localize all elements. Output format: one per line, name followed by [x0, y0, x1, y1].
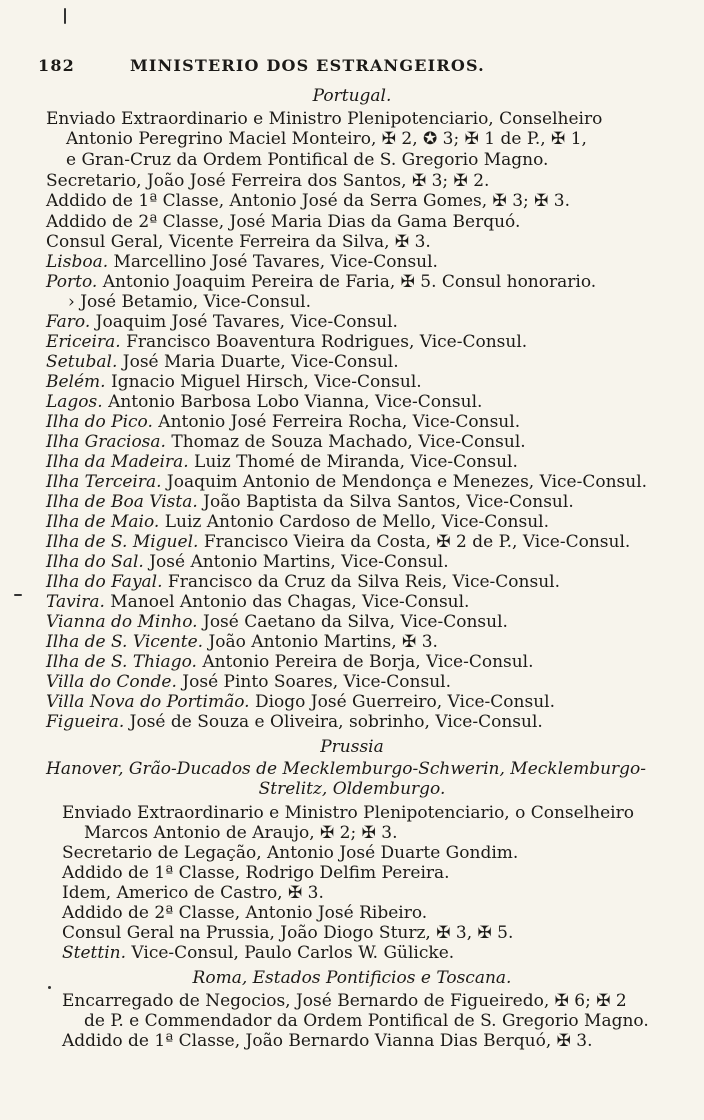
- consular-entry: [46, 392, 482, 412]
- consular-text: Francisco Boaventura Rodrigues, Vice-Consul.: [120, 332, 528, 352]
- roma-line: Addido de 1ª Classe, João Bernardo Vianna Dias Berquó, ✠ 3.: [62, 1031, 593, 1051]
- consular-place: Ilha de S. Thiago.: [46, 652, 197, 672]
- consular-place: Faro.: [46, 312, 91, 332]
- consular-entry: [46, 332, 527, 352]
- consular-entry: [46, 532, 630, 552]
- section-heading-prussia: Prussia: [320, 737, 384, 757]
- consular-place: Tavira.: [46, 592, 105, 612]
- consular-text: Ignacio Miguel Hirsch, Vice-Consul.: [105, 372, 422, 392]
- portugal-line: Consul Geral, Vicente Ferreira da Silva, ✠ 3.: [46, 232, 431, 252]
- consular-place: Ilha do Fayal.: [46, 572, 163, 592]
- consular-place: Ilha da Madeira.: [46, 452, 189, 472]
- roma-line: de P. e Commendador da Ordem Pontifical de S. Gregorio Magno.: [84, 1011, 649, 1031]
- consular-text: Joaquim Antonio de Mendonça e Menezes, Vice-Consul.: [161, 472, 648, 492]
- consular-place: ›: [68, 292, 75, 312]
- consular-entry: [46, 272, 596, 292]
- scan-mark: [14, 594, 22, 596]
- consular-text: José Maria Duarte, Vice-Consul.: [117, 352, 399, 372]
- section-heading-portugal: Portugal.: [312, 86, 392, 106]
- portugal-line: Enviado Extraordinario e Ministro Plenipotenciario, Conselheiro: [46, 109, 603, 129]
- consular-entry: [46, 512, 549, 532]
- consular-entry: [68, 292, 311, 312]
- portugal-line: Addido de 1ª Classe, Antonio José da Serra Gomes, ✠ 3; ✠ 3.: [46, 191, 571, 211]
- consular-entry: [46, 432, 526, 452]
- consular-text: José Pinto Soares, Vice-Consul.: [176, 672, 452, 692]
- consular-text: Antonio Barbosa Lobo Vianna, Vice-Consul.: [102, 392, 483, 412]
- consular-text: Joaquim José Tavares, Vice-Consul.: [90, 312, 398, 332]
- consular-place: Ilha Graciosa.: [46, 432, 166, 452]
- consular-place: Figueira.: [46, 712, 125, 732]
- prussia-line: Marcos Antonio de Araujo, ✠ 2; ✠ 3.: [84, 823, 398, 843]
- consular-text: José Caetano da Silva, Vice-Consul.: [197, 612, 508, 632]
- section-heading-roma: Roma, Estados Pontificios e Toscana.: [192, 968, 512, 988]
- consular-entry: [46, 712, 543, 732]
- prussia-line: Enviado Extraordinario e Ministro Plenipotenciario, o Conselheiro: [62, 803, 634, 823]
- portugal-line: e Gran-Cruz da Ordem Pontifical de S. Gregorio Magno.: [66, 150, 549, 170]
- consular-text: Francisco da Cruz da Silva Reis, Vice-Consul.: [162, 572, 561, 592]
- consular-text: Luiz Thomé de Miranda, Vice-Consul.: [188, 452, 518, 472]
- consular-entry: [46, 352, 399, 372]
- consular-entry: [46, 372, 422, 392]
- consular-place: Belém.: [46, 372, 106, 392]
- consular-entry: [46, 412, 520, 432]
- consular-entry: [46, 652, 534, 672]
- consular-place: Ericeira.: [46, 332, 121, 352]
- prussia-line: Addido de 1ª Classe, Rodrigo Delfim Pereira.: [62, 863, 450, 883]
- consular-place: Setubal.: [46, 352, 118, 372]
- portugal-line: Secretario, João José Ferreira dos Santos, ✠ 3; ✠ 2.: [46, 171, 490, 191]
- consular-place: Ilha de S. Vicente.: [46, 632, 204, 652]
- scan-mark: [48, 986, 51, 989]
- prussia-line: Addido de 2ª Classe, Antonio José Ribeiro.: [62, 903, 428, 923]
- consular-entry: [46, 252, 438, 272]
- prussia-line: Consul Geral na Prussia, João Diogo Sturz, ✠ 3, ✠ 5.: [62, 923, 514, 943]
- consular-text: Diogo José Guerreiro, Vice-Consul.: [249, 692, 555, 712]
- consular-place: Ilha de S. Miguel.: [46, 532, 199, 552]
- consular-text: Antonio José Ferreira Rocha, Vice-Consul.: [152, 412, 521, 432]
- prussia-subheading: Hanover, Grão-Ducados de Mecklemburgo-Schwerin, Mecklemburgo-: [46, 759, 647, 779]
- prussia-line: Idem, Americo de Castro, ✠ 3.: [62, 883, 324, 903]
- consular-text: Antonio Joaquim Pereira de Faria, ✠ 5. Consul honorario.: [97, 272, 597, 292]
- consular-entry: [46, 612, 508, 632]
- consular-entry: [46, 632, 438, 652]
- prussia-line: Secretario de Legação, Antonio José Duarte Gondim.: [62, 843, 519, 863]
- consular-text: Luiz Antonio Cardoso de Mello, Vice-Consul.: [159, 512, 549, 532]
- prussia-subheading: Strelitz, Oldemburgo.: [258, 779, 446, 799]
- consular-text: Thomaz de Souza Machado, Vice-Consul.: [165, 432, 526, 452]
- consular-place: Lisboa.: [46, 252, 109, 272]
- consular-entry: [46, 572, 560, 592]
- portugal-line: Addido de 2ª Classe, José Maria Dias da Gama Berquó.: [46, 212, 521, 232]
- consular-entry: [46, 692, 555, 712]
- consular-place: Villa Nova do Portimão.: [46, 692, 250, 712]
- consular-place: Ilha de Boa Vista.: [46, 492, 198, 512]
- roma-line: Encarregado de Negocios, José Bernardo de Figueiredo, ✠ 6; ✠ 2: [62, 991, 627, 1011]
- consular-text: José de Souza e Oliveira, sobrinho, Vice-Consul.: [124, 712, 543, 732]
- consular-place: Ilha de Maio.: [46, 512, 160, 532]
- running-title: MINISTERIO DOS ESTRANGEIROS.: [130, 56, 485, 75]
- consular-entry: [46, 492, 574, 512]
- consular-place: Ilha Terceira.: [46, 472, 162, 492]
- consular-text: Antonio Pereira de Borja, Vice-Consul.: [196, 652, 534, 672]
- consular-text: José Betamio, Vice-Consul.: [74, 292, 312, 312]
- consular-entry: [46, 312, 398, 332]
- consular-place: Vianna do Minho.: [46, 612, 198, 632]
- consular-text: João Baptista da Silva Santos, Vice-Consul.: [197, 492, 574, 512]
- consular-place: Ilha do Pico.: [46, 412, 153, 432]
- consular-place: Lagos.: [46, 392, 103, 412]
- scan-mark: [64, 8, 66, 24]
- page-number: 182: [38, 56, 75, 75]
- portugal-line: Antonio Peregrino Maciel Monteiro, ✠ 2, ✪ 3; ✠ 1 de P., ✠ 1,: [66, 129, 587, 149]
- consular-entry: [46, 472, 647, 492]
- consular-place: Porto.: [46, 272, 98, 292]
- consular-text: Vice-Consul, Paulo Carlos W. Gülicke.: [126, 943, 455, 963]
- consular-text: Francisco Vieira da Costa, ✠ 2 de P., Vice-Consul.: [198, 532, 631, 552]
- consular-text: José Antonio Martins, Vice-Consul.: [143, 552, 449, 572]
- consular-place: Ilha do Sal.: [46, 552, 144, 572]
- consular-text: Marcellino José Tavares, Vice-Consul.: [108, 252, 438, 272]
- consular-entry: [46, 592, 469, 612]
- consular-place: Villa do Conde.: [46, 672, 177, 692]
- consular-entry: [46, 672, 451, 692]
- consular-place: Stettin.: [62, 943, 126, 963]
- consular-entry: [62, 943, 454, 963]
- consular-entry: [46, 452, 518, 472]
- consular-entry: [46, 552, 449, 572]
- consular-text: João Antonio Martins, ✠ 3.: [203, 632, 438, 652]
- consular-text: Manoel Antonio das Chagas, Vice-Consul.: [104, 592, 470, 612]
